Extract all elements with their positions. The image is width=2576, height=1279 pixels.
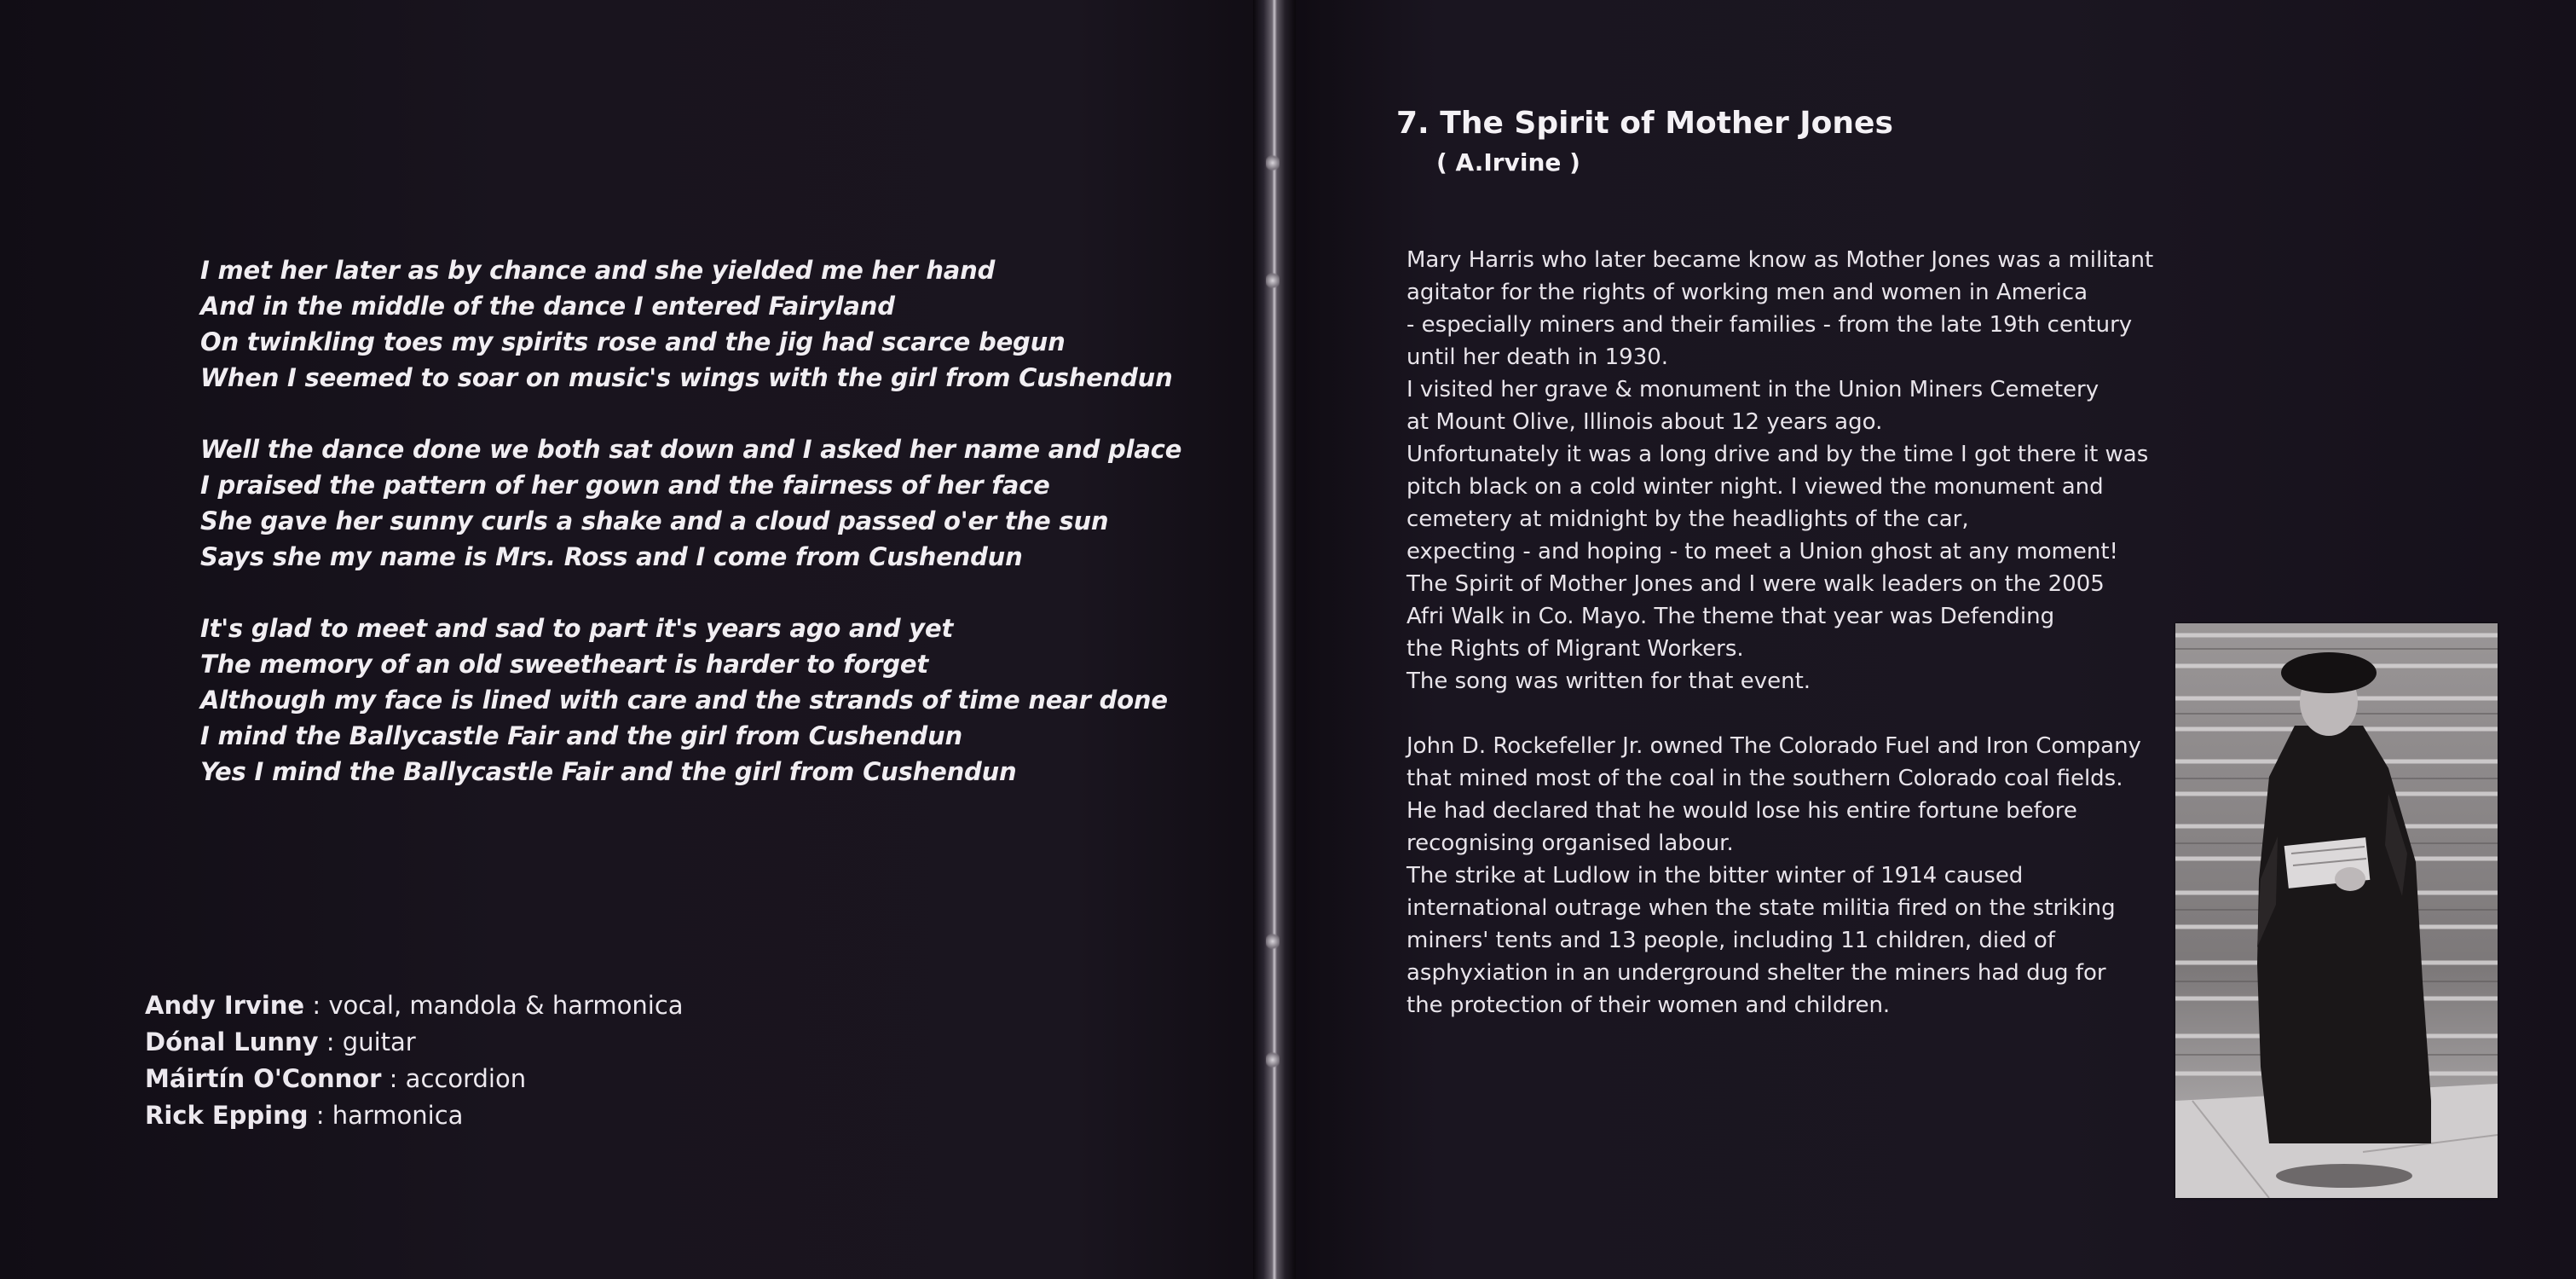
note-line: asphyxiation in an underground shelter the miners had dug for (1406, 960, 2106, 986)
note-line: recognising organised labour. (1406, 830, 1734, 856)
lyric-line: On twinkling toes my spirits rose and the jig had scarce begun (200, 327, 1066, 356)
note-line: The Spirit of Mother Jones and I were walk leaders on the 2005 (1406, 571, 2105, 597)
lyric-line: It's glad to meet and sad to part it's years ago and yet (200, 614, 954, 643)
note-line: He had declared that he would lose his entire fortune before (1406, 798, 2077, 824)
lyric-line: Although my face is lined with care and the strands of time near done (200, 686, 1168, 715)
left-page (0, 0, 1266, 1279)
musician-role: : vocal, mandola & harmonica (304, 991, 684, 1020)
note-line: expecting - and hoping - to meet a Union ghost at any moment! (1406, 539, 2118, 564)
note-line: Mary Harris who later became know as Mother Jones was a militant (1406, 247, 2154, 273)
note-line: - especially miners and their families - from the late 19th century (1406, 312, 2133, 338)
lyric-line: Says she my name is Mrs. Ross and I come from Cushendun (200, 542, 1023, 571)
note-line: The song was written for that event. (1406, 668, 1811, 694)
note-line: miners' tents and 13 people, including 11 children, died of (1406, 928, 2055, 953)
staple (1266, 153, 1279, 172)
song-title: 7. The Spirit of Mother Jones (1396, 106, 1893, 141)
note-line: Afri Walk in Co. Mayo. The theme that year was Defending (1406, 604, 2055, 629)
song-notes (1406, 244, 2174, 1021)
musician-role: : accordion (381, 1064, 527, 1093)
lyric-line: And in the middle of the dance I entered Fairyland (200, 292, 895, 321)
note-line: international outrage when the state militia fired on the striking (1406, 895, 2116, 921)
lyric-stanza (200, 252, 1189, 396)
credit-row (145, 1061, 684, 1097)
staple (1266, 271, 1279, 290)
staple (1266, 932, 1279, 951)
song-author: ( A.Irvine ) (1436, 148, 1580, 177)
note-line: pitch black on a cold winter night. I viewed the monument and (1406, 474, 2104, 500)
note-line: cemetery at midnight by the headlights of the car, (1406, 506, 1969, 532)
note-line: John D. Rockefeller Jr. owned The Colorado Fuel and Iron Company (1406, 733, 2141, 759)
lyric-line: When I seemed to soar on music's wings with the girl from Cushendun (200, 363, 1173, 392)
credit-row (145, 987, 684, 1024)
booklet-spine (1253, 0, 1296, 1279)
paragraph-gap (1406, 697, 2174, 730)
credit-row (145, 1024, 684, 1061)
credit-row (145, 1097, 684, 1134)
lyric-line: She gave her sunny curls a shake and a cloud passed o'er the sun (200, 506, 1109, 535)
musician-name: Andy Irvine (145, 991, 305, 1020)
note-line: the Rights of Migrant Workers. (1406, 636, 1744, 662)
lyric-stanza (200, 431, 1189, 575)
lyric-line: The memory of an old sweetheart is harder to forget (200, 650, 929, 679)
musician-role: : guitar (318, 1027, 416, 1056)
lyric-stanza (200, 611, 1189, 790)
musician-name: Máirtín O'Connor (145, 1064, 382, 1093)
notes-paragraph (1406, 244, 2174, 697)
lyric-line: I praised the pattern of her gown and the fairness of her face (200, 471, 1050, 500)
note-line: Unfortunately it was a long drive and by the time I got there it was (1406, 442, 2149, 467)
musician-role: : harmonica (308, 1101, 464, 1130)
mother-jones-photo (2175, 623, 2498, 1198)
note-line: The strike at Ludlow in the bitter winter of 1914 caused (1406, 863, 2024, 888)
lyric-line: Well the dance done we both sat down and I asked her name and place (200, 435, 1182, 464)
musician-name: Rick Epping (145, 1101, 309, 1130)
song-lyrics (200, 252, 1189, 825)
portrait-photo-icon (2175, 623, 2498, 1198)
lyric-line: I met her later as by chance and she yielded me her hand (200, 256, 996, 285)
musician-name: Dónal Lunny (145, 1027, 319, 1056)
lyric-line: I mind the Ballycastle Fair and the girl from Cushendun (200, 721, 962, 750)
note-line: agitator for the rights of working men and women in America (1406, 280, 2088, 305)
musician-credits (145, 987, 684, 1134)
note-line: that mined most of the coal in the southern Colorado coal fields. (1406, 766, 2123, 791)
note-line: at Mount Olive, Illinois about 12 years ago. (1406, 409, 1883, 435)
staple (1266, 1050, 1279, 1069)
note-line: until her death in 1930. (1406, 344, 1669, 370)
note-line: the protection of their women and children. (1406, 993, 1891, 1018)
notes-paragraph (1406, 730, 2174, 1021)
note-line: I visited her grave & monument in the Union Miners Cemetery (1406, 377, 2099, 402)
lyric-line: Yes I mind the Ballycastle Fair and the girl from Cushendun (200, 757, 1017, 786)
